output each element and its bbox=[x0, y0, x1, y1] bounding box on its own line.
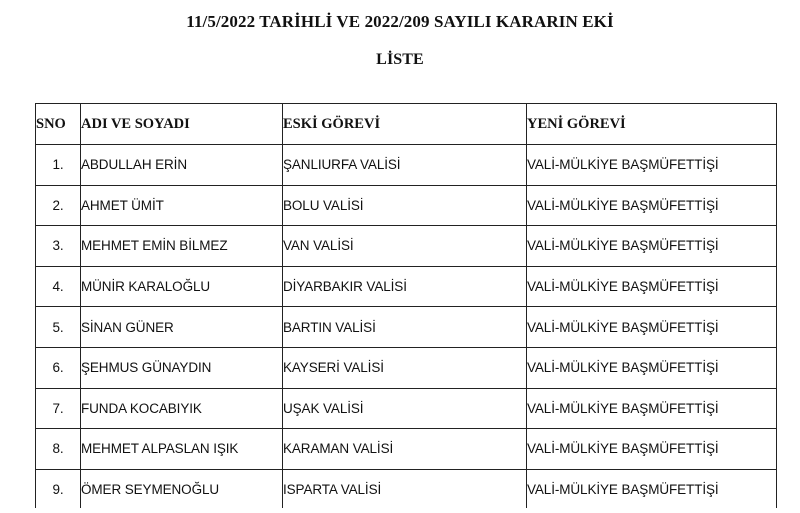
cell-old-position: KAYSERİ VALİSİ bbox=[283, 347, 527, 388]
cell-name: MÜNİR KARALOĞLU bbox=[81, 266, 283, 307]
cell-sno: 4. bbox=[36, 266, 81, 307]
table-row bbox=[36, 145, 777, 186]
cell-old-position: KARAMAN VALİSİ bbox=[283, 429, 527, 470]
column-header-old-position: ESKİ GÖREVİ bbox=[283, 104, 527, 145]
cell-name: AHMET ÜMİT bbox=[81, 185, 283, 226]
page-crop-edge bbox=[0, 508, 800, 513]
cell-name: MEHMET ALPASLAN IŞIK bbox=[81, 429, 283, 470]
column-header-name: ADI VE SOYADI bbox=[81, 104, 283, 145]
cell-new-position: VALİ-MÜLKİYE BAŞMÜFETTİŞİ bbox=[527, 388, 777, 429]
table-row bbox=[36, 185, 777, 226]
table-row bbox=[36, 388, 777, 429]
cell-old-position: DİYARBAKIR VALİSİ bbox=[283, 266, 527, 307]
cell-old-position: BARTIN VALİSİ bbox=[283, 307, 527, 348]
cell-name: SİNAN GÜNER bbox=[81, 307, 283, 348]
table-row bbox=[36, 429, 777, 470]
cell-name: ABDULLAH ERİN bbox=[81, 145, 283, 186]
column-header-sno: SNO bbox=[36, 104, 81, 145]
cell-new-position: VALİ-MÜLKİYE BAŞMÜFETTİŞİ bbox=[527, 307, 777, 348]
cell-old-position: UŞAK VALİSİ bbox=[283, 388, 527, 429]
cell-new-position: VALİ-MÜLKİYE BAŞMÜFETTİŞİ bbox=[527, 347, 777, 388]
table-row bbox=[36, 307, 777, 348]
cell-sno: 2. bbox=[36, 185, 81, 226]
table-row bbox=[36, 469, 777, 510]
appointment-table bbox=[35, 103, 777, 510]
cell-old-position: ISPARTA VALİSİ bbox=[283, 469, 527, 510]
cell-sno: 8. bbox=[36, 429, 81, 470]
table-row bbox=[36, 347, 777, 388]
cell-new-position: VALİ-MÜLKİYE BAŞMÜFETTİŞİ bbox=[527, 145, 777, 186]
cell-name: ŞEHMUS GÜNAYDIN bbox=[81, 347, 283, 388]
cell-name: ÖMER SEYMENOĞLU bbox=[81, 469, 283, 510]
cell-new-position: VALİ-MÜLKİYE BAŞMÜFETTİŞİ bbox=[527, 226, 777, 267]
cell-sno: 3. bbox=[36, 226, 81, 267]
table-row bbox=[36, 226, 777, 267]
cell-sno: 9. bbox=[36, 469, 81, 510]
cell-sno: 1. bbox=[36, 145, 81, 186]
cell-new-position: VALİ-MÜLKİYE BAŞMÜFETTİŞİ bbox=[527, 266, 777, 307]
cell-new-position: VALİ-MÜLKİYE BAŞMÜFETTİŞİ bbox=[527, 469, 777, 510]
table-row bbox=[36, 266, 777, 307]
cell-sno: 5. bbox=[36, 307, 81, 348]
document-subtitle: LİSTE bbox=[376, 51, 424, 68]
cell-new-position: VALİ-MÜLKİYE BAŞMÜFETTİŞİ bbox=[527, 429, 777, 470]
cell-name: MEHMET EMİN BİLMEZ bbox=[81, 226, 283, 267]
cell-sno: 6. bbox=[36, 347, 81, 388]
cell-old-position: VAN VALİSİ bbox=[283, 226, 527, 267]
cell-new-position: VALİ-MÜLKİYE BAŞMÜFETTİŞİ bbox=[527, 185, 777, 226]
table-header-row bbox=[36, 104, 777, 145]
cell-name: FUNDA KOCABIYIK bbox=[81, 388, 283, 429]
document-title: 11/5/2022 TARİHLİ VE 2022/209 SAYILI KARARIN EKİ bbox=[186, 12, 614, 31]
column-header-new-position: YENİ GÖREVİ bbox=[527, 104, 777, 145]
cell-sno: 7. bbox=[36, 388, 81, 429]
cell-old-position: BOLU VALİSİ bbox=[283, 185, 527, 226]
cell-old-position: ŞANLIURFA VALİSİ bbox=[283, 145, 527, 186]
